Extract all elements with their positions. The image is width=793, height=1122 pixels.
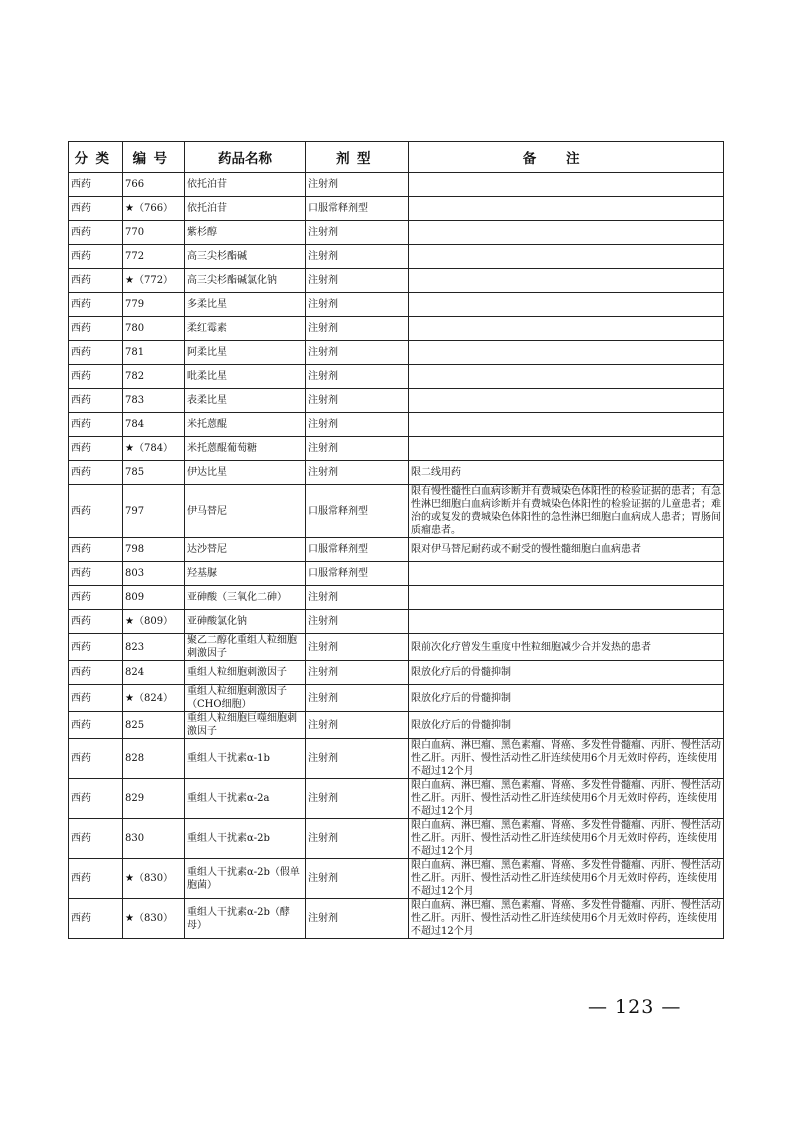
cell-note	[409, 413, 724, 437]
cell-code: 829	[123, 779, 185, 819]
table-row	[69, 389, 724, 413]
cell-code: 823	[123, 634, 185, 661]
cell-category: 西药	[69, 562, 123, 586]
cell-drug-name: 伊达比星	[185, 461, 306, 485]
table-header-row	[69, 142, 724, 173]
cell-note	[409, 341, 724, 365]
cell-note	[409, 562, 724, 586]
cell-note	[409, 586, 724, 610]
cell-code: 783	[123, 389, 185, 413]
cell-drug-name: 重组人干扰素α-2b	[185, 819, 306, 859]
cell-drug-name: 高三尖杉酯碱	[185, 245, 306, 269]
cell-category: 西药	[69, 610, 123, 634]
cell-note: 限二线用药	[409, 461, 724, 485]
cell-note: 限白血病、淋巴瘤、黑色素瘤、肾癌、多发性骨髓瘤、丙肝、慢性活动性乙肝。丙肝、慢性活动性乙肝连续使用6个月无效时停药，连续使用不超过12个月	[409, 899, 724, 939]
cell-drug-name: 聚乙二醇化重组人粒细胞刺激因子	[185, 634, 306, 661]
cell-category: 西药	[69, 389, 123, 413]
cell-drug-name: 阿柔比星	[185, 341, 306, 365]
cell-note: 限白血病、淋巴瘤、黑色素瘤、肾癌、多发性骨髓瘤、丙肝、慢性活动性乙肝。丙肝、慢性活动性乙肝连续使用6个月无效时停药，连续使用不超过12个月	[409, 859, 724, 899]
cell-drug-name: 羟基脲	[185, 562, 306, 586]
table-row	[69, 859, 724, 899]
cell-dosage-form: 注射剂	[306, 269, 409, 293]
cell-code: ★（809）	[123, 610, 185, 634]
cell-code: ★（830）	[123, 899, 185, 939]
cell-note: 限白血病、淋巴瘤、黑色素瘤、肾癌、多发性骨髓瘤、丙肝、慢性活动性乙肝。丙肝、慢性活动性乙肝连续使用6个月无效时停药，连续使用不超过12个月	[409, 779, 724, 819]
table-row	[69, 341, 724, 365]
cell-dosage-form: 注射剂	[306, 819, 409, 859]
cell-code: 766	[123, 173, 185, 197]
cell-note	[409, 173, 724, 197]
cell-dosage-form: 注射剂	[306, 712, 409, 739]
cell-note	[409, 197, 724, 221]
cell-drug-name: 重组人粒细胞刺激因子	[185, 661, 306, 685]
cell-drug-name: 米托蒽醌葡萄糖	[185, 437, 306, 461]
table-row	[69, 562, 724, 586]
table-row	[69, 221, 724, 245]
cell-code: 825	[123, 712, 185, 739]
cell-category: 西药	[69, 899, 123, 939]
header-note: 备注	[409, 142, 724, 173]
cell-code: ★（824）	[123, 685, 185, 712]
cell-note	[409, 389, 724, 413]
cell-dosage-form: 口服常释剂型	[306, 485, 409, 538]
cell-code: ★（830）	[123, 859, 185, 899]
cell-code: 782	[123, 365, 185, 389]
cell-drug-name: 依托泊苷	[185, 173, 306, 197]
cell-note: 限有慢性髓性白血病诊断并有费城染色体阳性的检验证据的患者；有急性淋巴细胞白血病诊断并有费城染色体阳性的检验证据的儿童患者；难治的或复发的费城染色体阳性的急性淋巴细胞白血病成人患者；胃肠间质瘤患者。	[409, 485, 724, 538]
cell-category: 西药	[69, 197, 123, 221]
cell-drug-name: 吡柔比星	[185, 365, 306, 389]
cell-drug-name: 亚砷酸（三氧化二砷）	[185, 586, 306, 610]
table-row	[69, 485, 724, 538]
cell-code: 798	[123, 538, 185, 562]
cell-code: 772	[123, 245, 185, 269]
table-row	[69, 293, 724, 317]
cell-dosage-form: 口服常释剂型	[306, 562, 409, 586]
cell-category: 西药	[69, 293, 123, 317]
table-row	[69, 317, 724, 341]
cell-dosage-form: 注射剂	[306, 293, 409, 317]
cell-dosage-form: 注射剂	[306, 586, 409, 610]
cell-note: 限放化疗后的骨髓抑制	[409, 712, 724, 739]
table-row	[69, 197, 724, 221]
cell-drug-name: 米托蒽醌	[185, 413, 306, 437]
cell-drug-name: 多柔比星	[185, 293, 306, 317]
cell-category: 西药	[69, 269, 123, 293]
cell-note	[409, 365, 724, 389]
cell-dosage-form: 注射剂	[306, 245, 409, 269]
cell-code: 770	[123, 221, 185, 245]
cell-dosage-form: 注射剂	[306, 739, 409, 779]
cell-code: 830	[123, 819, 185, 859]
cell-note	[409, 293, 724, 317]
table-row	[69, 899, 724, 939]
cell-dosage-form: 注射剂	[306, 685, 409, 712]
cell-dosage-form: 注射剂	[306, 173, 409, 197]
cell-category: 西药	[69, 586, 123, 610]
table-row	[69, 173, 724, 197]
cell-note	[409, 437, 724, 461]
page-number: — 123 —	[588, 996, 682, 1018]
cell-category: 西药	[69, 317, 123, 341]
cell-code: 780	[123, 317, 185, 341]
cell-drug-name: 重组人干扰素α-1b	[185, 739, 306, 779]
table-row	[69, 269, 724, 293]
cell-drug-name: 重组人干扰素α-2a	[185, 779, 306, 819]
cell-note: 限白血病、淋巴瘤、黑色素瘤、肾癌、多发性骨髓瘤、丙肝、慢性活动性乙肝。丙肝、慢性活动性乙肝连续使用6个月无效时停药，连续使用不超过12个月	[409, 819, 724, 859]
cell-code: 781	[123, 341, 185, 365]
table-row	[69, 779, 724, 819]
cell-category: 西药	[69, 661, 123, 685]
cell-dosage-form: 注射剂	[306, 859, 409, 899]
table-row	[69, 661, 724, 685]
cell-code: ★（784）	[123, 437, 185, 461]
cell-dosage-form: 注射剂	[306, 437, 409, 461]
cell-code: 779	[123, 293, 185, 317]
cell-code: 809	[123, 586, 185, 610]
header-code: 编号	[123, 142, 185, 173]
cell-dosage-form: 注射剂	[306, 341, 409, 365]
table-row	[69, 739, 724, 779]
cell-category: 西药	[69, 461, 123, 485]
cell-dosage-form: 注射剂	[306, 610, 409, 634]
cell-category: 西药	[69, 712, 123, 739]
cell-drug-name: 重组人干扰素α-2b（酵母）	[185, 899, 306, 939]
cell-drug-name: 柔红霉素	[185, 317, 306, 341]
cell-dosage-form: 注射剂	[306, 461, 409, 485]
header-name: 药品名称	[185, 142, 306, 173]
table-row	[69, 538, 724, 562]
table-row	[69, 365, 724, 389]
cell-dosage-form: 注射剂	[306, 365, 409, 389]
cell-note	[409, 317, 724, 341]
cell-category: 西药	[69, 538, 123, 562]
cell-dosage-form: 注射剂	[306, 634, 409, 661]
cell-category: 西药	[69, 779, 123, 819]
header-category: 分类	[69, 142, 123, 173]
table-row	[69, 685, 724, 712]
cell-note: 限前次化疗曾发生重度中性粒细胞减少合并发热的患者	[409, 634, 724, 661]
cell-drug-name: 依托泊苷	[185, 197, 306, 221]
cell-category: 西药	[69, 341, 123, 365]
cell-category: 西药	[69, 365, 123, 389]
cell-note	[409, 610, 724, 634]
cell-dosage-form: 注射剂	[306, 661, 409, 685]
cell-drug-name: 重组人粒细胞巨噬细胞刺激因子	[185, 712, 306, 739]
table-row	[69, 586, 724, 610]
cell-code: ★（772）	[123, 269, 185, 293]
cell-code: 785	[123, 461, 185, 485]
cell-dosage-form: 注射剂	[306, 221, 409, 245]
cell-category: 西药	[69, 245, 123, 269]
cell-category: 西药	[69, 413, 123, 437]
cell-note: 限对伊马替尼耐药或不耐受的慢性髓细胞白血病患者	[409, 538, 724, 562]
cell-category: 西药	[69, 221, 123, 245]
cell-dosage-form: 口服常释剂型	[306, 538, 409, 562]
cell-code: 784	[123, 413, 185, 437]
cell-category: 西药	[69, 485, 123, 538]
cell-drug-name: 重组人干扰素α-2b（假单胞菌）	[185, 859, 306, 899]
cell-dosage-form: 注射剂	[306, 317, 409, 341]
cell-code: 797	[123, 485, 185, 538]
cell-dosage-form: 注射剂	[306, 899, 409, 939]
cell-code: 828	[123, 739, 185, 779]
cell-category: 西药	[69, 739, 123, 779]
cell-note	[409, 221, 724, 245]
cell-note	[409, 245, 724, 269]
cell-drug-name: 伊马替尼	[185, 485, 306, 538]
cell-note	[409, 269, 724, 293]
table-row	[69, 819, 724, 859]
cell-category: 西药	[69, 859, 123, 899]
table-row	[69, 712, 724, 739]
table-row	[69, 413, 724, 437]
cell-note: 限放化疗后的骨髓抑制	[409, 685, 724, 712]
cell-category: 西药	[69, 173, 123, 197]
drug-table	[68, 141, 724, 939]
table-row	[69, 634, 724, 661]
table-row	[69, 461, 724, 485]
cell-drug-name: 重组人粒细胞刺激因子（CHO细胞）	[185, 685, 306, 712]
header-form: 剂型	[306, 142, 409, 173]
table-row	[69, 245, 724, 269]
table-row	[69, 437, 724, 461]
cell-drug-name: 高三尖杉酯碱氯化钠	[185, 269, 306, 293]
cell-category: 西药	[69, 685, 123, 712]
cell-code: 803	[123, 562, 185, 586]
cell-drug-name: 亚砷酸氯化钠	[185, 610, 306, 634]
cell-drug-name: 紫杉醇	[185, 221, 306, 245]
cell-note: 限白血病、淋巴瘤、黑色素瘤、肾癌、多发性骨髓瘤、丙肝、慢性活动性乙肝。丙肝、慢性活动性乙肝连续使用6个月无效时停药，连续使用不超过12个月	[409, 739, 724, 779]
cell-category: 西药	[69, 634, 123, 661]
cell-code: ★（766）	[123, 197, 185, 221]
cell-note: 限放化疗后的骨髓抑制	[409, 661, 724, 685]
table-row	[69, 610, 724, 634]
cell-dosage-form: 注射剂	[306, 413, 409, 437]
cell-category: 西药	[69, 819, 123, 859]
cell-drug-name: 表柔比星	[185, 389, 306, 413]
cell-dosage-form: 注射剂	[306, 779, 409, 819]
cell-category: 西药	[69, 437, 123, 461]
cell-code: 824	[123, 661, 185, 685]
table-body	[69, 173, 724, 939]
cell-dosage-form: 口服常释剂型	[306, 197, 409, 221]
cell-drug-name: 达沙替尼	[185, 538, 306, 562]
cell-dosage-form: 注射剂	[306, 389, 409, 413]
